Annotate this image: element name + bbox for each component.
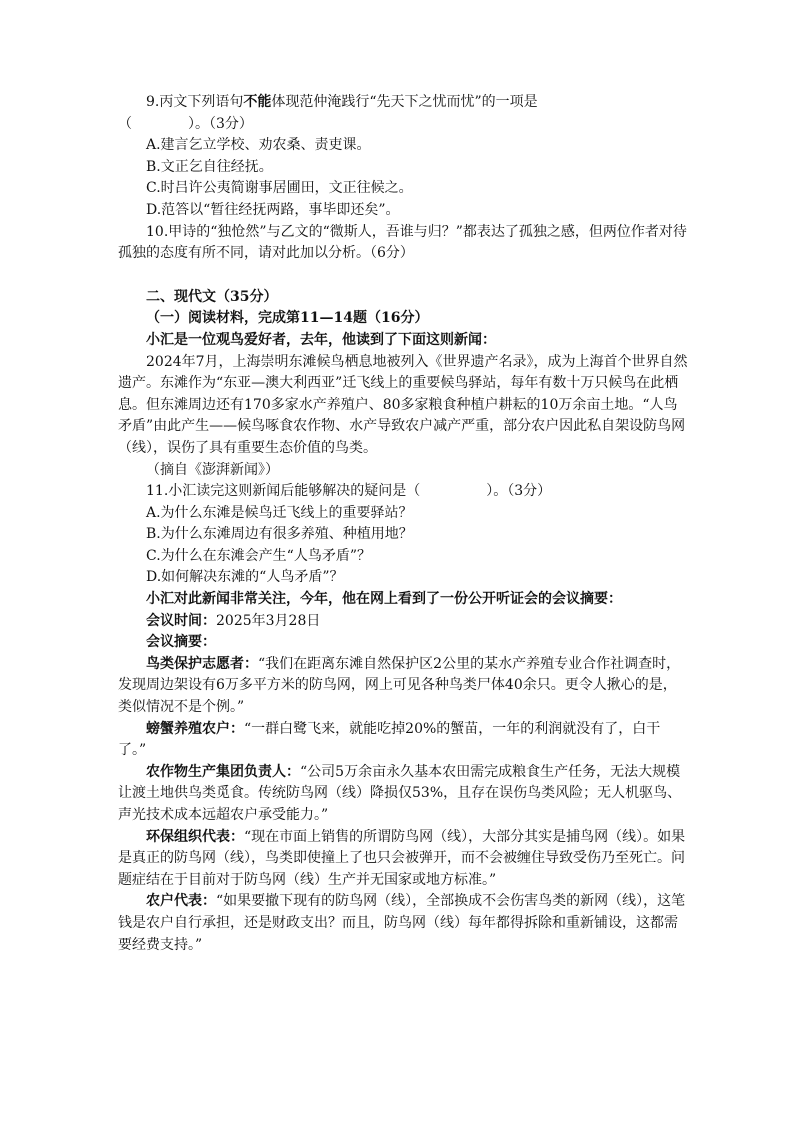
question-10: 10.甲诗的“独怆然”与乙文的“微斯人，吾谁与归？”都表达了孤独之感，但两位作者对待孤独的态度有所不同，请对此加以分析。（6分） bbox=[118, 223, 687, 262]
option-a: A.建言乞立学校、劝农桑、责吏课。 bbox=[146, 137, 371, 154]
news-source: （摘自《澎湃新闻》） bbox=[146, 461, 279, 478]
speaker-statement: 螃蟹养殖农户：“一群白鹭飞来，就能吃掉20%的蟹苗，一年的利润就没有了，白干了。” bbox=[118, 720, 661, 759]
speaker-statement: 环保组织代表：“现在市面上销售的所谓防鸟网（线），大部分其实是捕鸟网（线）。如果是真正的防鸟网（线），鸟类即使撞上了也只会被弹开，而不会被缠住导致受伤乃至死亡。问题症结在于目前对于防鸟网（线）生产并无国家或地方标准。” bbox=[118, 828, 686, 888]
speaker-statement: 农作物生产集团负责人：“公司5万余亩永久基本农田需完成粮食生产任务，无法大规模让渡土地供鸟类觅食。传统防鸟网（线）降损仅53%，且存在误伤鸟类风险；无人机驱鸟、声光技术成本远超农户承受能力。” bbox=[118, 763, 682, 823]
summary-label: 会议摘要： bbox=[146, 634, 216, 651]
subsection-title: （一）阅读材料，完成第11—14题（16分） bbox=[146, 310, 429, 327]
speaker-statement: 鸟类保护志愿者：“我们在距离东滩自然保护区2公里的某水产养殖专业合作社调查时，发现周边架设有6万多平方米的防鸟网，网上可见各种鸟类尸体40余只。更令人揪心的是，类似情况不是个例。” bbox=[118, 655, 681, 716]
option-c: C.时吕许公夷简谢事居圃田，文正往候之。 bbox=[146, 180, 413, 197]
speaker-role: 农户代表： bbox=[146, 893, 216, 910]
intro-text: 小汇是一位观鸟爱好者，去年，他读到了下面这则新闻： bbox=[146, 331, 496, 348]
question-11: 11.小汇读完这则新闻后能够解决的疑问是（ ）。（3分） bbox=[146, 483, 552, 500]
speaker-role: 农作物生产集团负责人： bbox=[146, 763, 300, 780]
option-b: B.为什么东滩周边有很多养殖、种植用地？ bbox=[146, 526, 413, 543]
speaker-role: 环保组织代表： bbox=[146, 828, 244, 845]
speaker-statement: 农户代表：“如果要撤下现有的防鸟网（线），全部换成不会伤害鸟类的新网（线），这笔钱是农户自行承担，还是财政支出？而且，防鸟网（线）每年都得拆除和重新铺设，这都需要经费支持。” bbox=[118, 893, 686, 953]
speaker-role: 螃蟹养殖农户： bbox=[146, 720, 244, 737]
meeting-time: 会议时间：2025年3月28日 bbox=[146, 612, 321, 629]
option-d: D.范答以“暂往经抚两路，事毕即还矣”。 bbox=[146, 201, 400, 218]
section-title: 二、现代文（35分） bbox=[146, 288, 278, 305]
option-d: D.如何解决东滩的“人鸟矛盾”？ bbox=[146, 569, 344, 586]
option-a: A.为什么东滩是候鸟迁飞线上的重要驿站？ bbox=[146, 504, 413, 521]
news-paragraph: 2024年7月，上海崇明东滩候鸟栖息地被列入《世界遗产名录》，成为上海首个世界自然遗产。东滩作为“东亚—澳大利西亚”迁飞线上的重要候鸟驿站，每年有数十万只候鸟在此栖息。但东滩周边还有170多家水产养殖户、80多家粮食种植户耕耘的10万余亩土地。“人鸟矛盾”由此产生——候鸟啄食农作物、水产导致农户减产严重，部分农户因此私自架设防鸟网（线），误伤了具有重要生态价值的鸟类。 bbox=[118, 353, 688, 456]
speaker-role: 鸟类保护志愿者： bbox=[146, 655, 258, 672]
option-c: C.为什么在东滩会产生“人鸟矛盾”？ bbox=[146, 547, 371, 564]
emphasis-text: 不能 bbox=[243, 94, 272, 110]
question-9: 9.丙文下列语句不能体现范仲淹践行“先天下之忧而忧”的一项是 bbox=[146, 94, 538, 110]
question-9-blank: （ ）。（3分） bbox=[118, 115, 253, 132]
option-b: B.文正乞自往经抚。 bbox=[146, 158, 273, 175]
intro-text-2: 小汇对此新闻非常关注，今年，他在网上看到了一份公开听证会的会议摘要： bbox=[146, 591, 622, 608]
document-page bbox=[118, 92, 688, 956]
